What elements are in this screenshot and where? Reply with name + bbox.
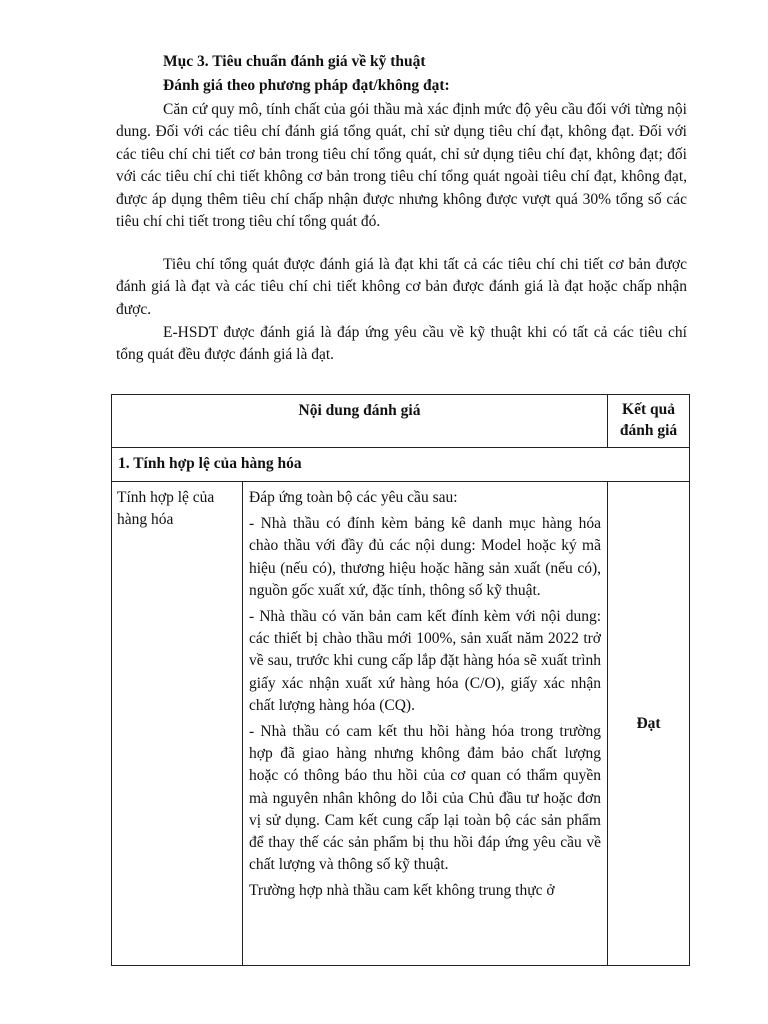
requirement-item: - Nhà thầu có cam kết thu hồi hàng hóa trong trường hợp đã giao hàng nhưng không đảm bảo chất lượng hoặc có thông báo thu hồi của cơ quan có thẩm quyền mà nguyên nhân không do lỗi của Chủ đầu tư hoặc đơn vị sử dụng. Cam kết cung cấp lại toàn bộ các sản phẩm để thay thế các sản phẩm bị thu hồi đáp ứng yêu cầu về chất lượng và thông số kỹ thuật.	[249, 723, 601, 874]
paragraph-1: Căn cứ quy mô, tính chất của gói thầu mà xác định mức độ yêu cầu đối với từng nội dung. Đối với các tiêu chí đánh giá tổng quát, chỉ sử dụng tiêu chí đạt, không đạt. Đối với các tiêu chí chi tiết cơ bản trong tiêu chí tổng quát, chỉ sử dụng tiêu chí đạt, không đạt; đối với các tiêu chí chi tiết không cơ bản trong tiêu chí tổng quát ngoài tiêu chí đạt, không đạt, được áp dụng thêm tiêu chí chấp nhận được nhưng không được vượt quá 30% tổng số các tiêu chí chi tiết trong tiêu chí tổng quát đó.	[116, 101, 687, 231]
paragraph-3: E-HSDT được đánh giá là đáp ứng yêu cầu về kỹ thuật khi có tất cả các tiêu chí tổng quát đều được đánh giá là đạt.	[116, 324, 687, 364]
paragraph-2: Tiêu chí tổng quát được đánh giá là đạt khi tất cả các tiêu chí chi tiết cơ bản được đánh giá là đạt và các tiêu chí chi tiết không cơ bản được đánh giá là đạt hoặc chấp nhận được.	[116, 256, 687, 318]
table-row	[112, 482, 690, 966]
criterion-name: Tính hợp lệ của hàng hóa	[112, 482, 243, 966]
section-title: 1. Tính hợp lệ của hàng hóa	[112, 448, 690, 482]
section-subheading: Đánh giá theo phương pháp đạt/không đạt:	[163, 77, 450, 94]
requirement-item: - Nhà thầu có văn bản cam kết đính kèm với nội dung: các thiết bị chào thầu mới 100%, sản xuất năm 2022 trở về sau, trước khi cung cấp lắp đặt hàng hóa sẽ xuất trình giấy xác nhận xuất xứ hàng hóa (C/O), giấy xác nhận chất lượng hàng hóa (CQ).	[249, 608, 601, 714]
section-heading: Mục 3. Tiêu chuẩn đánh giá về kỹ thuật	[163, 53, 426, 70]
evaluation-table	[111, 394, 690, 966]
requirement-item: - Nhà thầu có đính kèm bảng kê danh mục hàng hóa chào thầu với đầy đủ các nội dung: Model hoặc ký mã hiệu (nếu có), thương hiệu hoặc hãng sản xuất (nếu có), nguồn gốc xuất xứ, đặc tính, thông số kỹ thuật.	[249, 515, 601, 599]
table-section-row	[112, 448, 690, 482]
header-result: Kết quả đánh giá	[608, 395, 690, 448]
requirement-intro: Đáp ứng toàn bộ các yêu cầu sau:	[249, 489, 458, 506]
header-content: Nội dung đánh giá	[112, 395, 608, 448]
result-value: Đạt	[608, 482, 690, 966]
requirements-cell	[243, 482, 608, 966]
table-header-row	[112, 395, 690, 448]
requirement-continuation: Trường hợp nhà thầu cam kết không trung thực ở	[249, 882, 555, 900]
